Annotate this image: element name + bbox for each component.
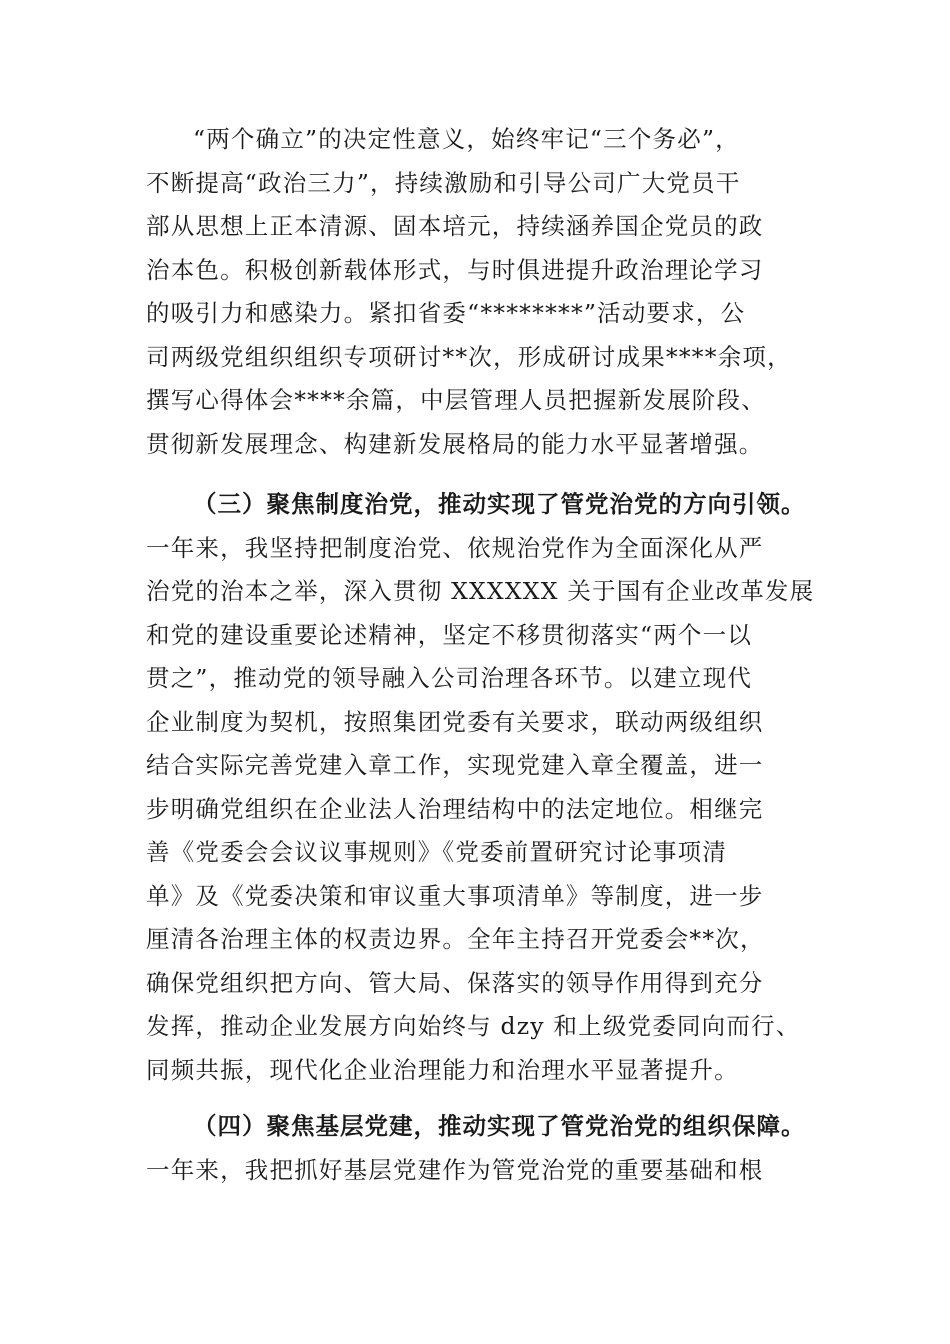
text-line: 步明确党组织在企业法人治理结构中的法定地位。相继完 <box>146 794 764 823</box>
text-line: 同频共振，现代化企业治理能力和治理水平显著提升。 <box>146 1055 739 1084</box>
text-line: 企业制度为契机，按照集团党委有关要求，联动两级组织 <box>146 707 764 736</box>
text-line: 不断提高“政治三力”，持续激励和引导公司广大党员干 <box>146 168 741 197</box>
text-line: 确保党组织把方向、管大局、保落实的领导作用得到充分 <box>146 968 764 997</box>
text-line: 司两级党组织组织专项研讨**次，形成研讨成果****余项， <box>146 342 792 371</box>
text-line: 的吸引力和感染力。紧扣省委“********”活动要求，公 <box>146 299 746 327</box>
section-heading-4: （四）聚焦基层党建，推动实现了管党治党的组织保障。 <box>193 1112 806 1140</box>
text-line: 治党的治本之举，深入贯彻 XXXXXX 关于国有企业改革发展 <box>146 577 815 605</box>
text-line: 部从思想上正本清源、固本培元，持续涵养国企党员的政 <box>146 212 764 240</box>
text-line: 发挥，推动企业发展方向始终与 dzy 和上级党委同向而行、 <box>146 1012 801 1040</box>
text-line: 贯彻新发展理念、构建新发展格局的能力水平显著增强。 <box>146 429 764 458</box>
paragraph-institutional-governance <box>146 483 826 1092</box>
paragraph-political-theory <box>146 118 826 466</box>
paragraph-grassroots-building <box>146 1105 826 1192</box>
text-line: 一年来，我把抓好基层党建作为管党治党的重要基础和根 <box>146 1155 764 1184</box>
text-line: 厘清各治理主体的权责边界。全年主持召开党委会**次， <box>146 925 765 953</box>
text-line: 贯之”，推动党的领导融入公司治理各环节。以建立现代 <box>146 664 753 692</box>
text-line: 治本色。积极创新载体形式，与时俱进提升政治理论学习 <box>146 255 764 284</box>
text-line: “两个确立”的决定性意义，始终牢记“三个务必”， <box>193 125 740 153</box>
text-line: 撰写心得体会****余篇，中层管理人员把握新发展阶段、 <box>146 386 766 414</box>
text-line: 和党的建设重要论述精神，坚定不移贯彻落实“两个一以 <box>146 620 753 649</box>
text-line: 善《党委会会议议事规则》《党委前置研究讨论事项清 <box>146 838 728 866</box>
text-line: 一年来，我坚持把制度治党、依规治党作为全面深化从严 <box>146 533 764 562</box>
text-line: 结合实际完善党建入章工作，实现党建入章全覆盖，进一 <box>146 751 764 779</box>
section-heading-3: （三）聚焦制度治党，推动实现了管党治党的方向引领。 <box>193 490 806 518</box>
text-line: 单》及《党委决策和审议重大事项清单》等制度，进一步 <box>146 881 764 910</box>
